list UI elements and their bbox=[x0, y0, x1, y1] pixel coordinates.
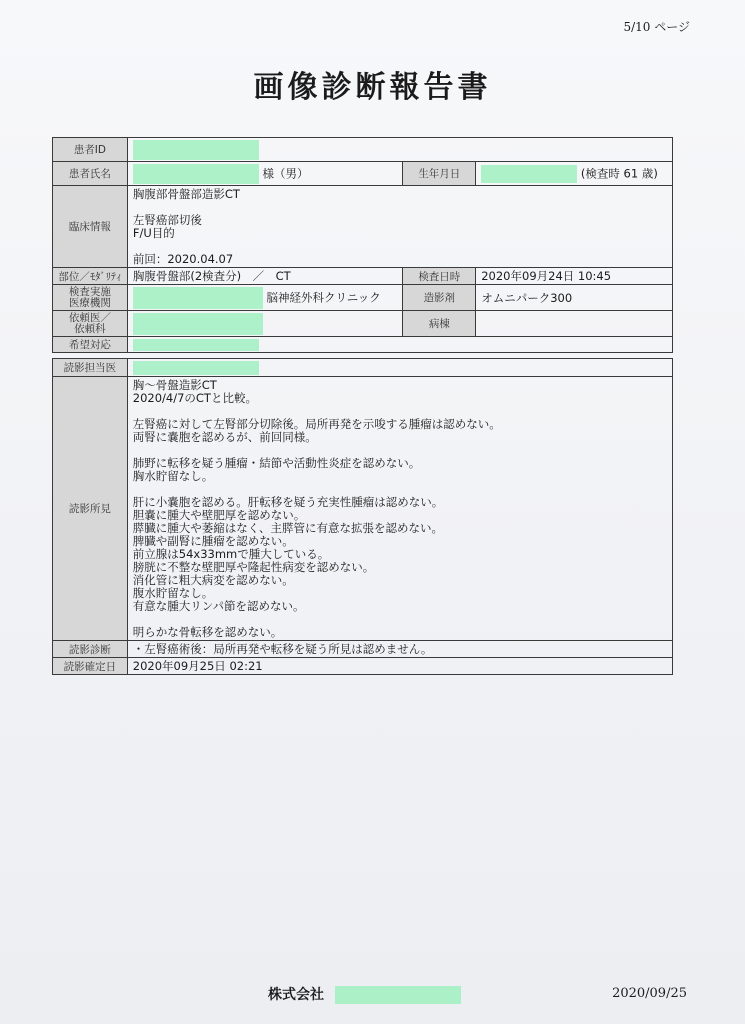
footer-date: 2020/09/25 bbox=[612, 986, 687, 1001]
site-modality-value: 胸腹骨盤部(2検査分) ／ CT bbox=[127, 268, 403, 285]
clinical-line: 前回：2020.04.07 bbox=[132, 252, 234, 266]
clinical-info-row bbox=[53, 186, 673, 268]
clinical-line: 左腎癌部切後 bbox=[132, 213, 202, 227]
findings-text bbox=[127, 377, 672, 641]
findings-label: 読影所見 bbox=[53, 377, 128, 641]
contrast-value: オムニパーク300 bbox=[476, 285, 673, 311]
confirm-date-value: 2020年09月25日 02:21 bbox=[127, 658, 672, 675]
redacted-requester bbox=[133, 313, 263, 335]
contrast-label: 造影剤 bbox=[403, 285, 476, 311]
diagnosis-row bbox=[53, 641, 673, 658]
birthdate-label: 生年月日 bbox=[403, 162, 476, 186]
company-name: 株式会社 bbox=[268, 984, 461, 1004]
finding-line: 胸水貯留なし。 bbox=[132, 469, 214, 483]
clinical-line: 胸腹部骨盤部造影CT bbox=[132, 187, 240, 201]
diagnosis-value: ・左腎癌術後：局所再発や転移を疑う所見は認めません。 bbox=[127, 641, 672, 658]
reading-table bbox=[52, 358, 673, 675]
clinical-line: F/U目的 bbox=[132, 226, 175, 240]
report-title: 画像診断報告書 bbox=[253, 70, 492, 105]
requester-label: 依頼医／ 依頼科 bbox=[53, 311, 128, 337]
ward-value bbox=[476, 311, 673, 337]
site-modality-label: 部位／ﾓﾀﾞﾘﾃｨ bbox=[53, 268, 128, 285]
diagnosis-label: 読影診断 bbox=[53, 641, 128, 658]
request-label: 希望対応 bbox=[53, 337, 128, 353]
findings-row bbox=[53, 377, 673, 641]
facility-row bbox=[53, 285, 673, 311]
finding-line: 有意な腫大リンパ節を認めない。 bbox=[132, 599, 305, 613]
finding-line: 腹水貯留なし。 bbox=[132, 586, 214, 600]
facility-label: 検査実施 医療機関 bbox=[53, 285, 128, 311]
redacted-reader bbox=[133, 361, 259, 375]
redacted-company bbox=[335, 986, 461, 1004]
redacted-birthdate bbox=[481, 165, 577, 183]
exam-site-row bbox=[53, 268, 673, 285]
finding-line: 膵臓に腫大や萎縮はなく、主膵管に有意な拡張を認めない。 bbox=[132, 521, 444, 535]
finding-line: 明らかな骨転移を認めない。 bbox=[132, 625, 283, 639]
page-number: 5/10 ページ bbox=[623, 20, 690, 34]
exam-date-label: 検査日時 bbox=[403, 268, 476, 285]
clinical-info-text bbox=[127, 186, 672, 268]
finding-line: 脾臓や副腎に腫瘤を認めない。 bbox=[132, 534, 294, 548]
finding-line: 胆嚢に腫大や壁肥厚を認めない。 bbox=[132, 508, 306, 522]
finding-line: 胸～骨盤造影CT bbox=[132, 378, 217, 392]
patient-name-suffix: 様（男） bbox=[262, 166, 309, 180]
finding-line: 消化管に粗大病変を認めない。 bbox=[132, 573, 294, 587]
patient-id-label: 患者ID bbox=[53, 138, 128, 162]
confirm-date-row bbox=[53, 658, 673, 675]
finding-line: 2020/4/7のCTと比較。 bbox=[132, 391, 257, 405]
finding-line: 前立腺は54x33mmで腫大している。 bbox=[132, 547, 330, 561]
patient-info-table bbox=[52, 137, 673, 353]
request-row bbox=[53, 337, 673, 353]
finding-line: 膀胱に不整な壁肥厚や隆起性病変を認めない。 bbox=[132, 560, 375, 574]
requester-row bbox=[53, 311, 673, 337]
finding-line: 肺野に転移を疑う腫瘤・結節や活動性炎症を認めない。 bbox=[132, 456, 421, 470]
ward-label: 病棟 bbox=[403, 311, 476, 337]
clinical-info-label: 臨床情報 bbox=[53, 186, 128, 268]
exam-date-value: 2020年09月24日 10:45 bbox=[476, 268, 673, 285]
facility-value: 脳神経外科クリニック bbox=[266, 290, 381, 304]
redacted-patient-id bbox=[133, 140, 259, 160]
finding-line: 左腎癌に対して左腎部分切除後。局所再発を示唆する腫瘤は認めない。 bbox=[132, 417, 501, 431]
finding-line: 両腎に嚢胞を認めるが、前回同様。 bbox=[132, 430, 317, 444]
patient-name-row bbox=[53, 162, 673, 186]
reader-label: 読影担当医 bbox=[53, 359, 128, 377]
redacted-request bbox=[133, 339, 259, 351]
redacted-facility-name bbox=[133, 287, 263, 309]
redacted-patient-name bbox=[133, 164, 259, 184]
patient-id-row bbox=[53, 138, 673, 162]
age-at-exam: (検査時 61 歳) bbox=[580, 166, 658, 180]
reader-row bbox=[53, 359, 673, 377]
confirm-date-label: 読影確定日 bbox=[53, 658, 128, 675]
finding-line: 肝に小嚢胞を認める。肝転移を疑う充実性腫瘤は認めない。 bbox=[132, 495, 444, 509]
patient-name-label: 患者氏名 bbox=[53, 162, 128, 186]
